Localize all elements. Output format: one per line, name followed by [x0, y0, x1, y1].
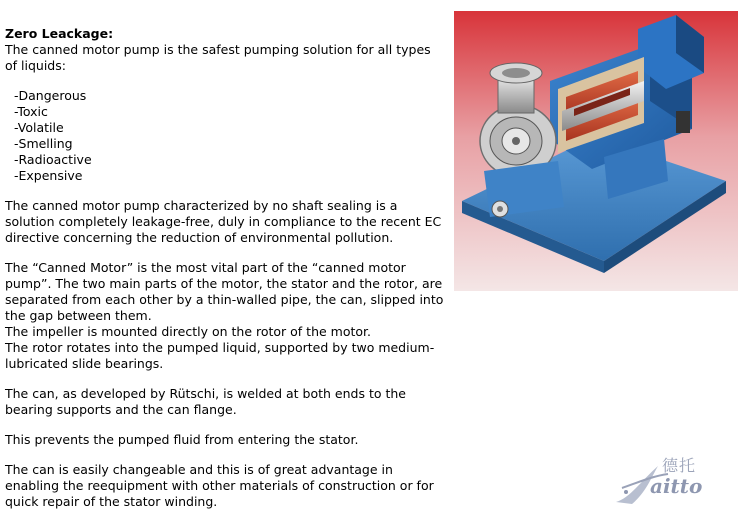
hazard-list [5, 88, 445, 184]
hazard-item: -Smelling [14, 136, 73, 151]
logo-chinese-text: 德托 [662, 456, 697, 475]
hazard-item: -Expensive [14, 168, 83, 183]
changeable-can-paragraph: The can is easily changeable and this is of great advantage in enabling the reequipment with other materials of construction or for quick repair of the stator winding. [5, 462, 434, 509]
canned-motor-paragraph: The “Canned Motor” is the most vital part of the “canned motor pump”. The two main parts of the motor, the stator and the rotor, are separated from each other by a thin-walled pipe, the can, slipped into the gap between them. [5, 260, 444, 323]
stator-protection-paragraph: This prevents the pumped fluid from entering the stator. [5, 432, 359, 447]
pump-cutaway-image [454, 11, 738, 291]
article-heading: Zero Leackage: [5, 26, 114, 41]
hazard-item: -Toxic [14, 104, 48, 119]
article-text [5, 26, 445, 510]
canned-motor-pump-illustration [454, 11, 738, 291]
leakage-free-paragraph: The canned motor pump characterized by no shaft sealing is a solution completely leakage-free, duly in compliance to the recent EC directive concerning the reduction of environmental pollution. [5, 198, 442, 245]
intro-paragraph: The canned motor pump is the safest pumping solution for all types of liquids: [5, 42, 431, 73]
hazard-item: -Radioactive [14, 152, 92, 167]
impeller-paragraph: The impeller is mounted directly on the rotor of the motor. [5, 324, 372, 339]
can-welding-paragraph: The can, as developed by Rütschi, is welded at both ends to the bearing supports and the can flange. [5, 386, 406, 417]
hazard-item: -Volatile [14, 120, 64, 135]
daitto-logo [612, 458, 716, 510]
rotor-paragraph: The rotor rotates into the pumped liquid, supported by two medium-lubricated slide bearings. [5, 340, 435, 371]
logo-wordmark: aitto [650, 474, 703, 498]
hazard-item: -Dangerous [14, 88, 87, 103]
